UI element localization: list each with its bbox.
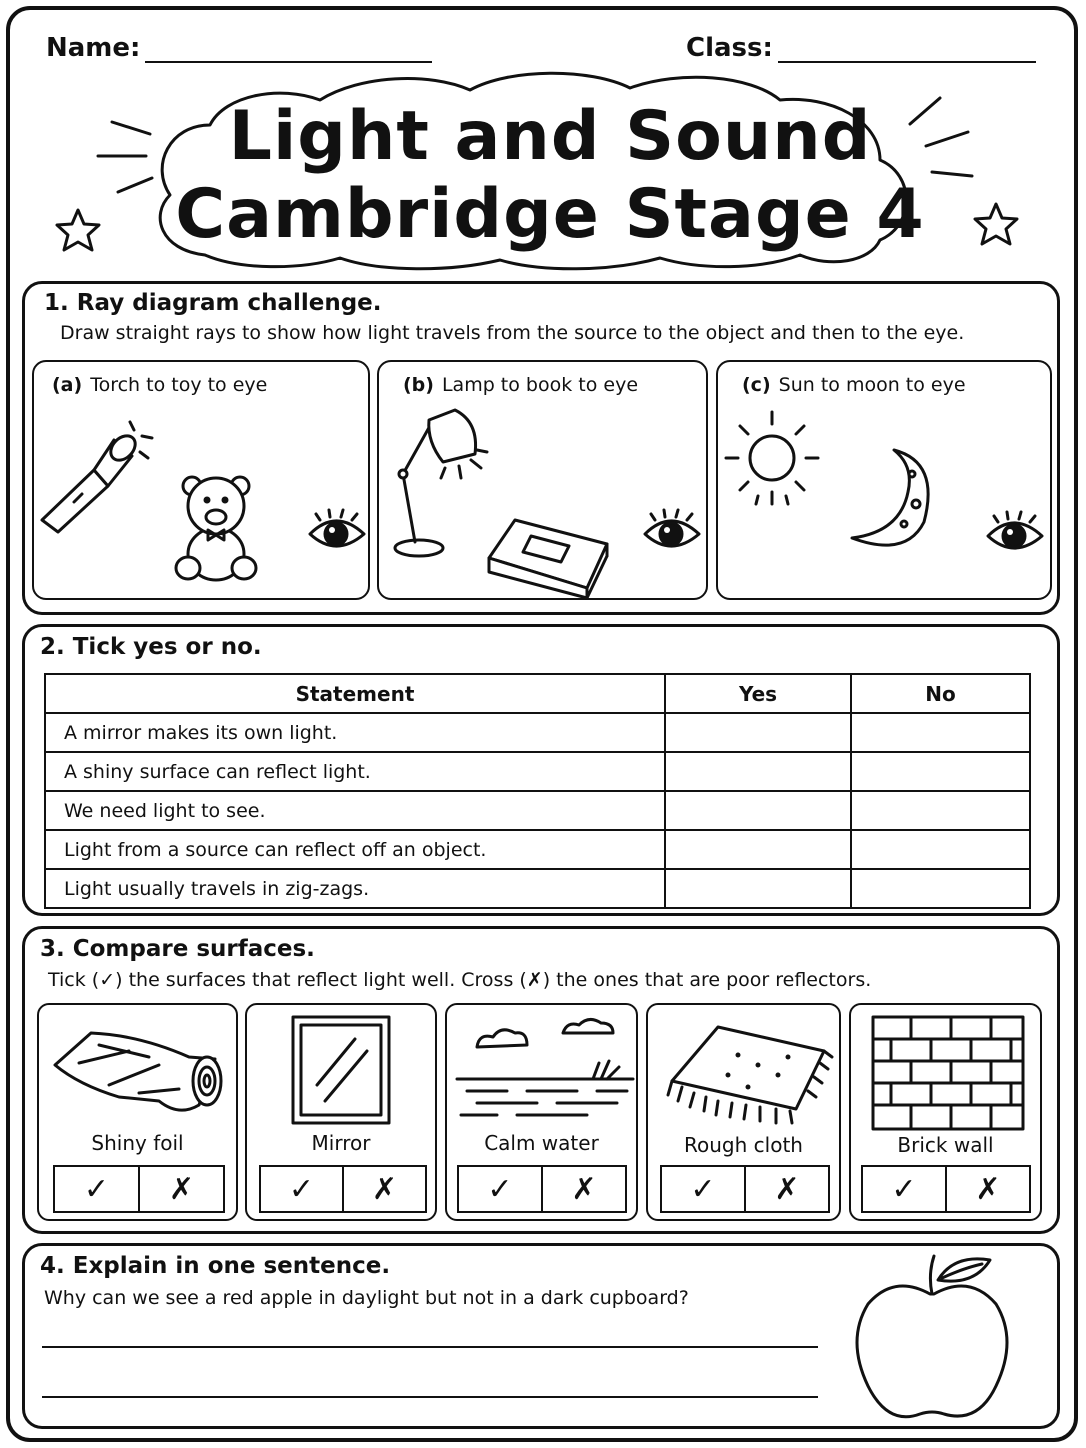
yes-cell[interactable] — [665, 791, 851, 830]
statement-cell: A mirror makes its own light. — [45, 713, 665, 752]
panel-letter: (b) — [403, 374, 434, 396]
tick-option[interactable]: ✓ — [891, 1171, 917, 1207]
surface-label: Mirror — [311, 1131, 371, 1155]
panel-label: Torch to toy to eye — [90, 374, 268, 396]
tick-cross-box — [259, 1165, 427, 1213]
foil-roll-icon — [39, 1005, 240, 1135]
no-cell[interactable] — [851, 830, 1030, 869]
statement-cell: Light from a source can reflect off an object. — [45, 830, 665, 869]
panel-letter: (c) — [742, 374, 771, 396]
statement-cell: Light usually travels in zig-zags. — [45, 869, 665, 908]
table-row — [45, 791, 1030, 830]
panel-lamp-book-eye[interactable] — [377, 360, 708, 600]
yes-cell[interactable] — [665, 869, 851, 908]
surface-card-shiny-foil — [37, 1003, 238, 1221]
torch-icon — [42, 422, 152, 532]
answer-line-2[interactable] — [42, 1396, 818, 1398]
surface-label: Shiny foil — [91, 1131, 184, 1155]
surface-card-brick-wall — [849, 1003, 1042, 1221]
name-label: Name: — [46, 33, 141, 63]
tick-option[interactable]: ✓ — [288, 1171, 315, 1207]
brick-wall-icon — [851, 1005, 1044, 1135]
title-line-2: Cambridge Stage 4 — [175, 175, 925, 254]
no-cell[interactable] — [851, 869, 1030, 908]
table-row — [45, 713, 1030, 752]
no-cell[interactable] — [851, 713, 1030, 752]
table-row — [45, 830, 1030, 869]
surface-label: Brick wall — [897, 1133, 994, 1157]
statement-cell: We need light to see. — [45, 791, 665, 830]
tick-cross-box — [457, 1165, 627, 1213]
section1-heading: 1. Ray diagram challenge. — [44, 290, 382, 316]
section4-question: Why can we see a red apple in daylight but not in a dark cupboard? — [44, 1287, 689, 1309]
cross-option[interactable]: ✗ — [342, 1167, 425, 1211]
section3-heading: 3. Compare surfaces. — [40, 936, 315, 962]
column-header-yes: Yes — [665, 674, 851, 713]
panel-torch-toy-eye[interactable] — [32, 360, 370, 600]
rough-cloth-icon — [648, 1005, 843, 1135]
star-icon-left — [57, 210, 99, 250]
table-row — [45, 869, 1030, 908]
sun-icon — [726, 412, 818, 504]
teddy-bear-icon — [176, 477, 256, 580]
tick-cross-box — [53, 1165, 225, 1213]
yes-cell[interactable] — [665, 713, 851, 752]
yes-cell[interactable] — [665, 830, 851, 869]
column-header-no: No — [851, 674, 1030, 713]
panel-label: Sun to moon to eye — [778, 374, 966, 396]
answer-line-1[interactable] — [42, 1346, 818, 1348]
statement-cell: A shiny surface can reflect light. — [45, 752, 665, 791]
section3-instruction: Tick (✓) the surfaces that reflect light well. Cross (✗) the ones that are poor reflectors. — [48, 969, 872, 991]
section1-instruction: Draw straight rays to show how light travels from the source to the object and then to the eye. — [60, 322, 965, 344]
yes-no-table — [44, 673, 1031, 909]
apple-icon — [850, 1250, 1020, 1430]
mirror-icon — [247, 1005, 439, 1135]
section4-heading: 4. Explain in one sentence. — [40, 1253, 391, 1279]
cross-option[interactable]: ✗ — [541, 1167, 625, 1211]
book-icon — [489, 520, 607, 598]
no-cell[interactable] — [851, 791, 1030, 830]
surface-label: Rough cloth — [684, 1133, 803, 1157]
tick-cross-box — [861, 1165, 1031, 1213]
panel-sun-moon-eye[interactable] — [716, 360, 1052, 600]
cross-option[interactable]: ✗ — [138, 1167, 223, 1211]
cross-option[interactable]: ✗ — [945, 1167, 1029, 1211]
star-icon-right — [975, 204, 1017, 244]
panel-label: Lamp to book to eye — [441, 374, 639, 396]
tick-option[interactable]: ✓ — [83, 1171, 110, 1207]
surface-card-calm-water — [445, 1003, 638, 1221]
yes-cell[interactable] — [665, 752, 851, 791]
tick-option[interactable]: ✓ — [487, 1171, 513, 1207]
cross-option[interactable]: ✗ — [744, 1167, 828, 1211]
title-line-1: Light and Sound — [228, 97, 872, 176]
desk-lamp-icon — [395, 410, 487, 556]
surface-card-rough-cloth — [646, 1003, 841, 1221]
table-row — [45, 752, 1030, 791]
class-label: Class: — [686, 33, 773, 63]
section2-heading: 2. Tick yes or no. — [40, 634, 262, 660]
tick-cross-box — [660, 1165, 830, 1213]
surface-label: Calm water — [484, 1131, 599, 1155]
calm-water-icon — [447, 1005, 640, 1135]
column-header-statement: Statement — [45, 674, 665, 713]
crescent-moon-icon — [852, 450, 928, 545]
no-cell[interactable] — [851, 752, 1030, 791]
panel-letter: (a) — [52, 374, 83, 396]
eye-icon — [988, 512, 1042, 548]
surface-card-mirror — [245, 1003, 437, 1221]
eye-icon — [645, 510, 699, 546]
eye-icon — [310, 510, 364, 546]
tick-option[interactable]: ✓ — [690, 1171, 716, 1207]
